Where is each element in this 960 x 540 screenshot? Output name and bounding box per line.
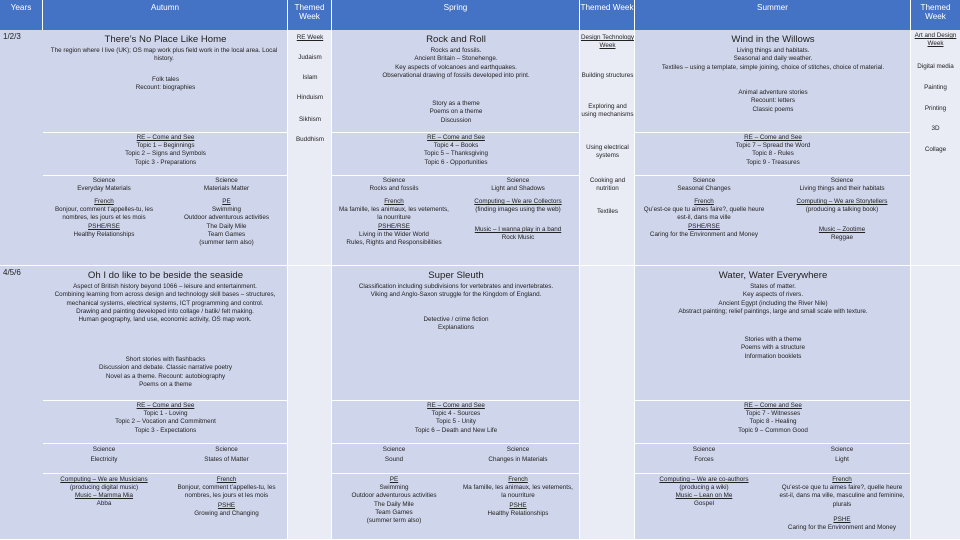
summer-y123-science2-title: Science (830, 177, 854, 184)
spring-y456-literacy: Detective / crime fiction Explanations (423, 316, 489, 332)
year-cell-456 (0, 266, 43, 540)
spring-y456-re-title: RE – Come and See (427, 402, 485, 409)
spring-y456-science2-title: Science (506, 446, 530, 453)
header-spring (332, 0, 580, 30)
header-summer-label: Summer (757, 3, 788, 12)
summer-y123-science1: Seasonal Changes (677, 185, 731, 192)
header-themed-3-label: Themed Week (920, 3, 951, 22)
autumn-y456-cell (43, 266, 288, 540)
summer-y123-french-title: French (694, 198, 714, 205)
spring-y123-science2: Light and Shadows (491, 185, 545, 192)
autumn-y456-computing-title: Computing – We are Musicians (60, 476, 148, 483)
header-autumn (43, 0, 288, 30)
spring-y123-science1-title: Science (382, 177, 406, 184)
autumn-y456-science1-title: Science (92, 446, 116, 453)
summer-y123-title: Wind in the Willows (731, 34, 815, 45)
summer-y456-science2: Light (835, 456, 849, 463)
themed-week-2-y456 (580, 266, 635, 540)
autumn-y123-re-title: RE – Come and See (136, 134, 195, 141)
autumn-y456-pshe-title: PSHE (217, 502, 236, 509)
spring-y123-title: Rock and Roll (426, 34, 486, 45)
summer-y456-re-topics: Topic 7 - Witnesses Topic 8 - Healing Topic 9 – Common Good (738, 410, 808, 434)
themed2-item-3: Using electrical systems (586, 144, 629, 160)
autumn-y123-science2-title: Science (215, 177, 238, 184)
spring-y123-computing-title: Computing – We are Collectors (474, 198, 562, 205)
divider (332, 132, 580, 133)
themed1-item-1: Judaism (298, 54, 322, 61)
themed2-item-4: Cooking and nutrition (589, 177, 626, 193)
autumn-y456-science2-title: Science (215, 446, 238, 453)
themed3-item-1: Digital media (917, 63, 954, 70)
autumn-y123-description: The region where I live (UK); OS map work plus field work in the local area. Local history. (50, 47, 278, 63)
summer-y456-french-title: French (832, 476, 852, 483)
summer-y456-music: Gospel (694, 500, 714, 507)
spring-y123-music: Rock Music (501, 234, 535, 241)
divider (332, 400, 580, 401)
autumn-y456-music: Abba (96, 500, 112, 507)
spring-y456-description: Classification including subdivisions for vertebrates and invertebrates. Viking and Anglo-Saxon struggle for the Kingdom of England. (358, 283, 554, 299)
autumn-y456-science2: States of Matter (204, 456, 249, 463)
spring-y456-french: Ma famille, les animaux, les vetements, la nourriture (463, 484, 573, 500)
autumn-y123-re-topics: Topic 1 – Beginnings Topic 2 – Signs and Symbols Topic 3 - Preparations (125, 142, 206, 166)
summer-y123-pshe: Caring for the Environment and Money (649, 231, 759, 238)
summer-y123-pshe-title: PSHE/RSE (688, 223, 720, 230)
divider (635, 473, 911, 474)
spring-y123-pshe: Living in the Wider World Rules, Rights and Responsibilities (346, 231, 442, 247)
autumn-y123-science1-title: Science (92, 177, 116, 184)
autumn-y123-science1: Everyday Materials (77, 185, 131, 192)
themed-week-3-y123 (911, 30, 960, 266)
year-label-123: 1/2/3 (3, 32, 21, 41)
divider (332, 473, 580, 474)
header-themed-1-label: Themed Week (294, 3, 325, 22)
spring-y456-science1: Sound (384, 456, 404, 463)
year-cell-123 (0, 30, 43, 266)
themed-week-2-y123 (580, 30, 635, 266)
spring-y456-pshe: Healthy Relationships (487, 510, 549, 517)
themed-week-1-y123 (288, 30, 332, 266)
spring-y123-computing: (finding images using the web) (475, 206, 561, 213)
spring-y123-cell (332, 30, 580, 266)
themed1-item-2: Islam (302, 74, 318, 81)
autumn-y123-pshe: Healthy Relationships (73, 231, 135, 238)
spring-y456-science1-title: Science (382, 446, 406, 453)
autumn-y123-pe-title: PE (222, 198, 231, 205)
divider (332, 443, 580, 444)
themed3-item-5: Collage (924, 146, 947, 153)
spring-y123-re-title: RE – Come and See (427, 134, 485, 141)
summer-y456-science2-title: Science (830, 446, 854, 453)
themed-week-1-y456 (288, 266, 332, 540)
year-label-456: 4/5/6 (3, 268, 21, 277)
summer-y456-science1-title: Science (692, 446, 716, 453)
themed-week-3-y456 (911, 266, 960, 540)
spring-y456-cell (332, 266, 580, 540)
spring-y123-description: Rocks and fossils. Ancient Britain – Stonehenge. Key aspects of volcanoes and earthquakes. Observational drawing of fossils developed into print. (382, 47, 530, 79)
spring-y123-science1: Rocks and fossils (369, 185, 419, 192)
themed3-item-2: Painting (924, 84, 947, 91)
summer-y456-music-title: Music – Lean on Me (675, 492, 733, 499)
summer-y456-cell (635, 266, 911, 540)
summer-y123-literacy: Animal adventure stories Recount: letters Classic poems (738, 89, 808, 113)
autumn-y456-computing: (producing digital music) (69, 484, 139, 491)
autumn-y123-literacy: Folk tales Recount: biographies (135, 76, 196, 92)
header-spring-label: Spring (443, 3, 468, 12)
themed2-item-5: Textiles (597, 208, 618, 215)
summer-y123-re-title: RE – Come and See (744, 134, 802, 141)
autumn-y123-pe: Swimming Outdoor adventurous activities The Daily Mile Team Games (summer term also) (183, 206, 270, 247)
summer-y123-computing-title: Computing – We are Storytellers (796, 198, 888, 205)
summer-y456-pshe-title: PSHE (833, 516, 851, 523)
themed1-item-4: Sikhism (298, 116, 322, 123)
summer-y123-re-topics: Topic 7 – Spread the Word Topic 8 - Rules Topic 9 - Treasures (735, 142, 811, 166)
summer-y456-re-title: RE – Come and See (744, 402, 802, 409)
themed3-item-0: Art and Design Week (914, 32, 957, 48)
spring-y123-music-title: Music – I wanna play in a band (474, 226, 562, 233)
summer-y123-science2: Living things and their habitats (799, 185, 885, 192)
autumn-y456-description: Aspect of British history beyond 1066 – leisure and entertainment. Combining learning from across design and technology skill bases – structures, mechanical systems, electrical systems, ICT programming and control. Drawing and painting developed into collage / batik/ felt making. Human geography, land use, economic activity, OS map work. (54, 283, 276, 324)
autumn-y456-re-title: RE – Come and See (136, 402, 195, 409)
divider (43, 443, 288, 444)
themed2-item-2: Exploring and using mechanisms (581, 103, 634, 119)
summer-y456-description: States of matter. Key aspects of rivers. Ancient Egypt (including the River Nile) Abstract painting; relief paintings, large and small scale with texture. (678, 283, 868, 315)
autumn-y456-title: Oh I do like to be beside the seaside (87, 270, 244, 281)
spring-y456-re-topics: Topic 4 - Sources Topic 5 - Unity Topic 6 – Death and New Life (414, 410, 498, 434)
themed1-item-3: Hinduism (296, 94, 324, 101)
themed3-item-4: 3D (931, 125, 940, 132)
themed2-item-0: Design Technology Week (580, 34, 635, 50)
header-themed-2-label: Themed Week (580, 3, 634, 12)
divider (332, 175, 580, 176)
summer-y123-science1-title: Science (692, 177, 716, 184)
themed3-item-3: Printing (924, 105, 947, 112)
spring-y456-science2: Changes in Materials (488, 456, 548, 463)
divider (43, 132, 288, 133)
header-years (0, 0, 43, 30)
autumn-y123-science2: Materials Matter (203, 185, 250, 192)
spring-y456-pshe-title: PSHE (509, 502, 527, 509)
summer-y123-music: Reggae (830, 234, 854, 241)
divider (43, 400, 288, 401)
divider (635, 443, 911, 444)
divider (635, 132, 911, 133)
themed1-item-0: RE Week (296, 34, 324, 41)
summer-y123-music-title: Music – Zootime (818, 226, 866, 233)
header-themed-3 (911, 0, 960, 30)
themed1-item-5: Buddhism (295, 136, 324, 143)
autumn-y123-french-title: French (94, 198, 114, 205)
divider (635, 400, 911, 401)
spring-y456-french-title: French (508, 476, 528, 483)
spring-y456-title: Super Sleuth (428, 270, 484, 281)
autumn-y456-science1: Electricity (90, 456, 118, 463)
autumn-y456-re-topics: Topic 1 - Loving Topic 2 – Vocation and Commitment Topic 3 - Expectations (115, 410, 216, 434)
spring-y456-pe-title: PE (389, 476, 399, 483)
autumn-y456-pshe: Growing and Changing (194, 510, 259, 517)
spring-y123-re-topics: Topic 4 – Books Topic 5 – Thanksgiving Topic 6 - Opportunities (424, 142, 488, 166)
summer-y456-computing-title: Computing – We are co-authors (659, 476, 749, 483)
summer-y123-description: Living things and habitats. Seasonal and daily weather. Textiles – using a template, simple joining, choice of stitches, choice of material. (661, 47, 885, 71)
summer-y456-computing: (producing a wiki) (679, 484, 729, 491)
autumn-y456-music-title: Music – Mamma Mia (74, 492, 134, 499)
spring-y123-french: Ma famille, les animaux, les vetements, la nourriture (339, 206, 449, 222)
header-autumn-label: Autumn (150, 3, 180, 12)
autumn-y123-french: Bonjour, comment t’appelles-tu, les nombres, les jours et les mois (54, 206, 153, 222)
summer-y123-computing: (producing a talking book) (805, 206, 879, 213)
summer-y456-pshe: Caring for the Environment and Money (787, 524, 897, 531)
summer-y456-literacy: Stories with a theme Poems with a structure Information booklets (740, 336, 806, 360)
header-summer (635, 0, 911, 30)
spring-y123-science2-title: Science (506, 177, 530, 184)
themed2-item-1: Building structures (581, 72, 634, 79)
autumn-y456-french-title: French (216, 476, 237, 483)
divider (43, 175, 288, 176)
summer-y456-science1: Forces (694, 456, 714, 463)
summer-y456-french: Qu’est-ce que tu aimes faire?, quelle heure est-il, dans ma ville, masculine and feminine, plurals (779, 484, 905, 508)
autumn-y123-title: There’s No Place Like Home (104, 34, 227, 45)
autumn-y123-cell (43, 30, 288, 266)
summer-y456-title: Water, Water Everywhere (718, 270, 828, 281)
summer-y123-french: Qu’est-ce que tu aimes faire?, quelle heure est-il, dans ma ville (643, 206, 765, 222)
header-themed-2 (580, 0, 635, 30)
spring-y123-pshe-title: PSHE/RSE (378, 223, 410, 230)
summer-y123-cell (635, 30, 911, 266)
header-years-label: Years (10, 3, 32, 12)
divider (635, 175, 911, 176)
header-themed-1 (288, 0, 332, 30)
divider (43, 473, 288, 474)
autumn-y456-literacy: Short stories with flashbacks Discussion and debate. Classic narrative poetry Novel as a theme. Recount: autobiography Poems on a theme (98, 356, 232, 388)
spring-y123-literacy: Story as a theme Poems on a theme Discussion (429, 100, 483, 124)
autumn-y123-pshe-title: PSHE/RSE (88, 223, 120, 230)
spring-y456-pe: Swimming Outdoor adventurous activities The Daily Mile Team Games (summer term also) (351, 484, 437, 525)
spring-y123-french-title: French (384, 198, 404, 205)
autumn-y456-french: Bonjour, comment t’appelles-tu, les nombres, les jours et les mois (177, 484, 276, 500)
